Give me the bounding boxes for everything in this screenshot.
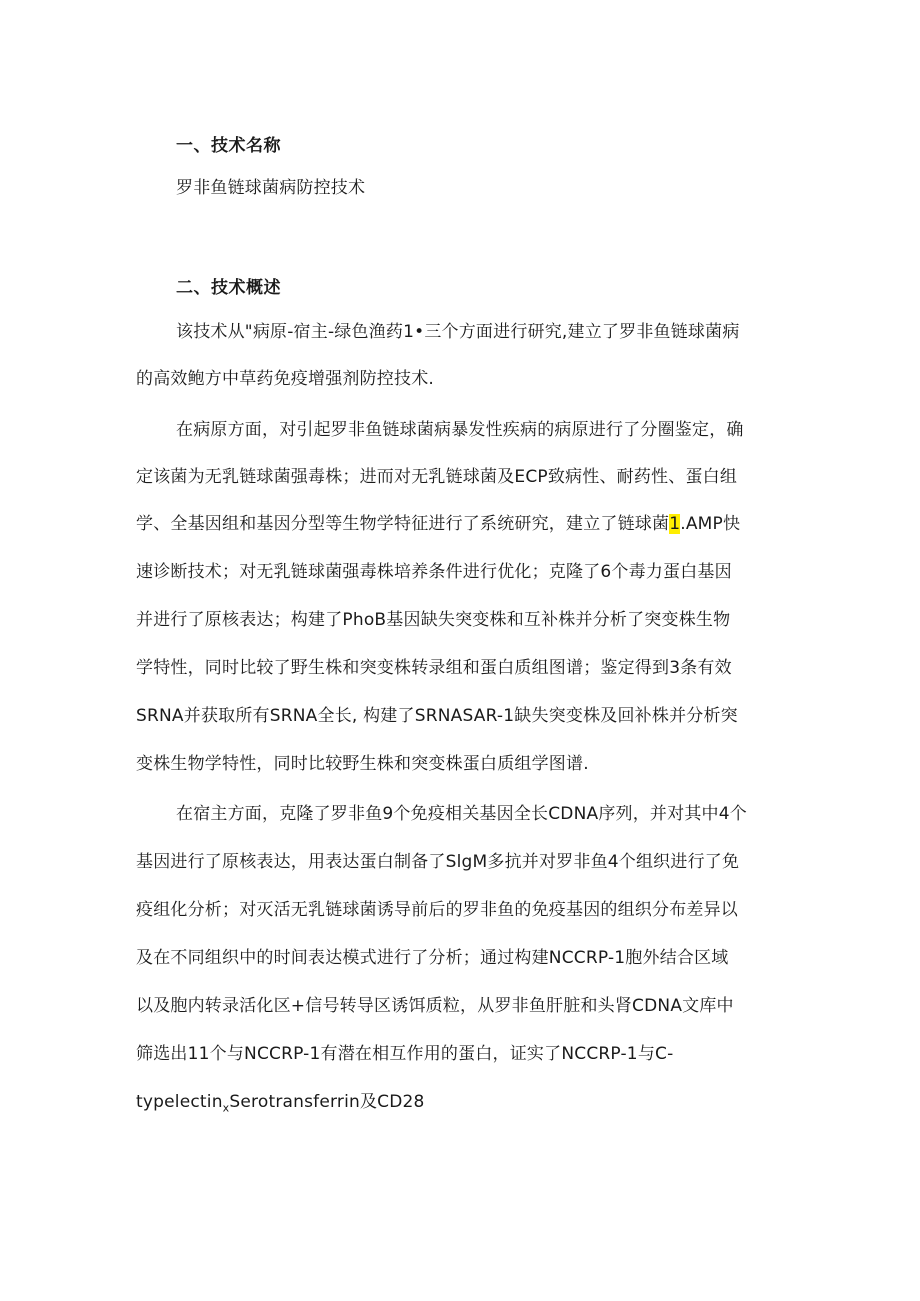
text-line: 在病原方面，对引起罗非鱼链球菌病暴发性疾病的病原进行了分圈鉴定，确	[176, 420, 744, 440]
highlighted-text: 1	[669, 514, 681, 534]
subscript-mark: x	[222, 1101, 230, 1115]
text-line: 该技术从"病原-宿主-绿色渔药1•三个方面进行研究,建立了罗非鱼链球菌病	[176, 322, 740, 342]
text-line-with-subscript	[136, 1090, 425, 1120]
text-line: 疫组化分析；对灭活无乳链球菌诱导前后的罗非鱼的免疫基因的组织分布差异以	[136, 900, 738, 920]
text-line: 以及胞内转录活化区+信号转导区诱饵质粒，从罗非鱼肝脏和头肾CDNA文库中	[136, 996, 734, 1016]
text-line: 在宿主方面，克隆了罗非鱼9个免疫相关基因全长CDNA序列，并对其中4个	[176, 804, 747, 824]
text-line: SRNA并获取所有SRNA全长, 构建了SRNASAR-1缺失突变株及回补株并分析突	[136, 706, 738, 726]
section-1-heading: 一、技术名称	[176, 136, 281, 156]
text-line: 的高效鲍方中草药免疫增强剂防控技术.	[136, 369, 435, 389]
text-line: 并进行了原核表达；构建了PhoB基因缺失突变株和互补株并分析了突变株生物	[136, 610, 731, 630]
text-segment: Serotransferrin及CD28	[229, 1092, 425, 1112]
text-segment: typelectin	[136, 1092, 223, 1112]
text-line: 定该菌为无乳链球菌强毒株；进而对无乳链球菌及ECP致病性、耐药性、蛋白组	[136, 467, 738, 487]
section-2-heading: 二、技术概述	[176, 278, 281, 298]
text-line: 变株生物学特性，同时比较野生株和突变株蛋白质组学图谱.	[136, 754, 589, 774]
text-segment: 学、全基因组和基因分型等生物学特征进行了系统研究，建立了链球菌	[136, 514, 670, 534]
section-1-content: 罗非鱼链球菌病防控技术	[176, 178, 366, 198]
text-line: 速诊断技术；对无乳链球菌强毒株培养条件进行优化；克隆了6个毒力蛋白基因	[136, 562, 732, 582]
text-segment: .AMP快	[680, 514, 741, 534]
text-line: 基因进行了原核表达，用表达蛋白制备了SlgM多抗并对罗非鱼4个组织进行了免	[136, 852, 740, 872]
text-line: 学特性，同时比较了野生株和突变株转录组和蛋白质组图谱；鉴定得到3条有效	[136, 658, 732, 678]
text-line-with-highlight	[136, 512, 740, 536]
text-line: 筛选出11个与NCCRP-1有潜在相互作用的蛋白，证实了NCCRP-1与C-	[136, 1044, 674, 1064]
text-line: 及在不同组织中的时间表达模式进行了分析；通过构建NCCRP-1胞外结合区域	[136, 948, 729, 968]
